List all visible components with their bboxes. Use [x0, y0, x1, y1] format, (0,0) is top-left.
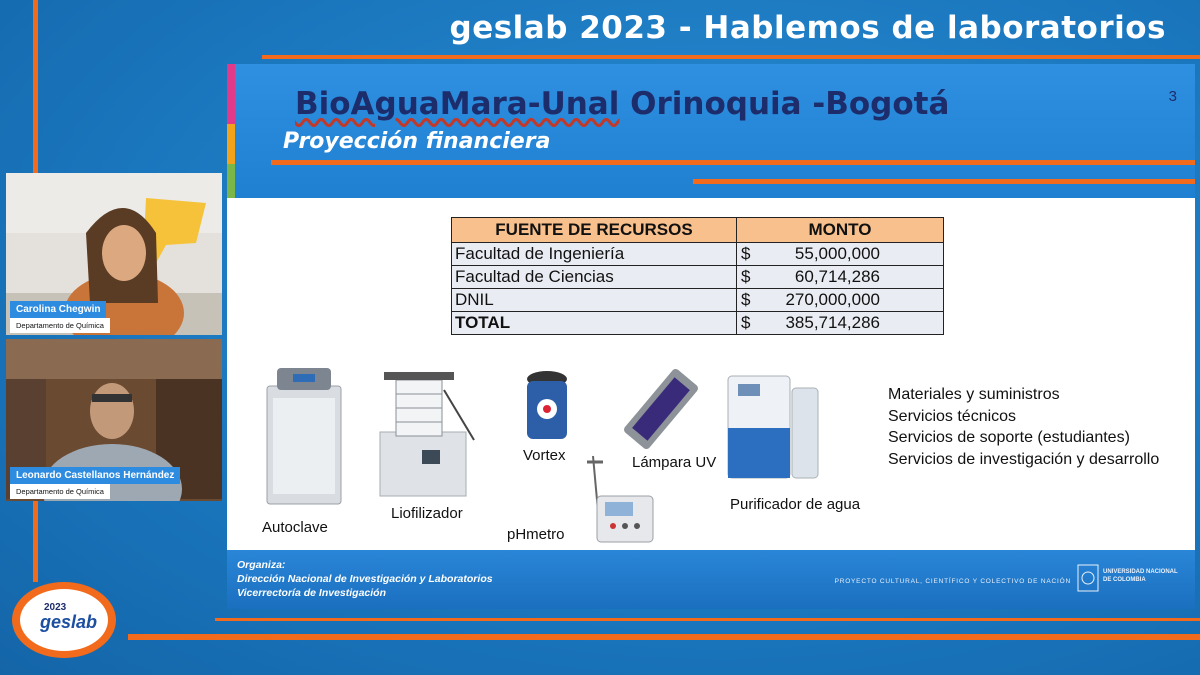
lyophilizer-image: [374, 370, 479, 500]
geslab-logo: [10, 580, 118, 660]
footer-tagline: PROYECTO CULTURAL, CIENTÍFICO Y COLECTIVO DE NACIÓN: [834, 578, 1071, 585]
table-row: [452, 266, 944, 289]
services-item: Servicios de soporte (estudiantes): [888, 429, 1130, 446]
color-stripe: [227, 164, 235, 198]
university-seal-icon: [1077, 564, 1099, 592]
services-item: Servicios de investigación y desarrollo: [888, 450, 1160, 468]
footer-organiza-label: Organiza:: [237, 559, 286, 571]
currency-symbol: $: [741, 267, 751, 286]
logo-text: geslab: [40, 612, 98, 632]
orange-top-line: [262, 55, 1200, 59]
slide-orange-bar: [271, 160, 1195, 165]
participant-department: Departamento de Química: [10, 484, 110, 499]
university-name: UNIVERSIDAD NACIONAL DE COLOMBIA: [1103, 569, 1178, 583]
slide-title-rest: Orinoquia -Bogotá: [619, 86, 950, 122]
table-cell-source: Facultad de Ingeniería: [452, 243, 737, 266]
currency-symbol: $: [741, 244, 751, 263]
amount-value: 270,000,000: [785, 290, 880, 309]
table-cell-amount: [737, 312, 944, 335]
slide-subtitle: Proyección financiera: [283, 129, 551, 154]
event-header-title: geslab 2023 - Hablemos de laboratorios: [449, 10, 1166, 46]
table-header: MONTO: [737, 218, 944, 243]
footer-line-1: Dirección Nacional de Investigación y Laboratorios: [237, 573, 493, 585]
participant-department: Departamento de Química: [10, 318, 110, 333]
funding-table: [451, 217, 944, 335]
orange-vertical-line: [33, 500, 38, 582]
participant-name: Leonardo Castellanos Hernández: [10, 467, 180, 484]
table-header-row: [452, 218, 944, 243]
currency-symbol: $: [741, 313, 751, 332]
participant-name: Carolina Chegwin: [10, 301, 106, 318]
slide-title: [295, 86, 949, 122]
university-logo: [1077, 562, 1187, 598]
presentation-slide: [227, 64, 1195, 609]
currency-symbol: $: [741, 290, 751, 309]
table-cell-amount: [737, 243, 944, 266]
table-cell-amount: [737, 289, 944, 312]
orange-accent-line: [215, 618, 1200, 621]
slide-page-number: 3: [1168, 88, 1177, 105]
participant-video[interactable]: [6, 339, 222, 501]
footer-organizers: [237, 558, 493, 600]
amount-value: 55,000,000: [794, 244, 880, 263]
logo-year: 2023: [44, 602, 67, 613]
participant-video[interactable]: [6, 173, 222, 335]
color-stripe: [227, 64, 235, 124]
orange-bottom-line: [128, 634, 1200, 640]
slide-title-underlined: BioAguaMara-Unal: [295, 86, 620, 122]
services-item: Materiales y suministros: [888, 386, 1060, 403]
water-purifier-image: [724, 368, 822, 480]
equipment-label: pHmetro: [507, 526, 565, 543]
table-cell-amount: [737, 266, 944, 289]
orange-vertical-line: [33, 0, 38, 180]
equipment-label: Autoclave: [262, 519, 328, 536]
slide-footer: [227, 550, 1195, 609]
footer-line-2: Vicerrectoría de Investigación: [237, 587, 387, 599]
table-row: [452, 289, 944, 312]
vortex-image: [522, 369, 572, 443]
equipment-label: Vortex: [523, 447, 566, 464]
table-header: FUENTE DE RECURSOS: [452, 218, 737, 243]
equipment-label: Liofilizador: [391, 505, 463, 522]
services-list: [888, 384, 1159, 470]
equipment-label: Lámpara UV: [632, 454, 717, 471]
slide-orange-bar: [693, 179, 1195, 184]
autoclave-image: [263, 364, 345, 509]
table-row-total: [452, 312, 944, 335]
table-cell-source: Facultad de Ciencias: [452, 266, 737, 289]
table-cell-source: TOTAL: [452, 312, 737, 335]
amount-value: 60,714,286: [794, 267, 880, 286]
table-row: [452, 243, 944, 266]
equipment-label: Purificador de agua: [730, 496, 861, 513]
color-stripe: [227, 124, 235, 164]
uv-lamp-image: [621, 366, 701, 452]
table-cell-source: DNIL: [452, 289, 737, 312]
services-item: Servicios técnicos: [888, 407, 1017, 425]
amount-value: 385,714,286: [785, 313, 880, 332]
